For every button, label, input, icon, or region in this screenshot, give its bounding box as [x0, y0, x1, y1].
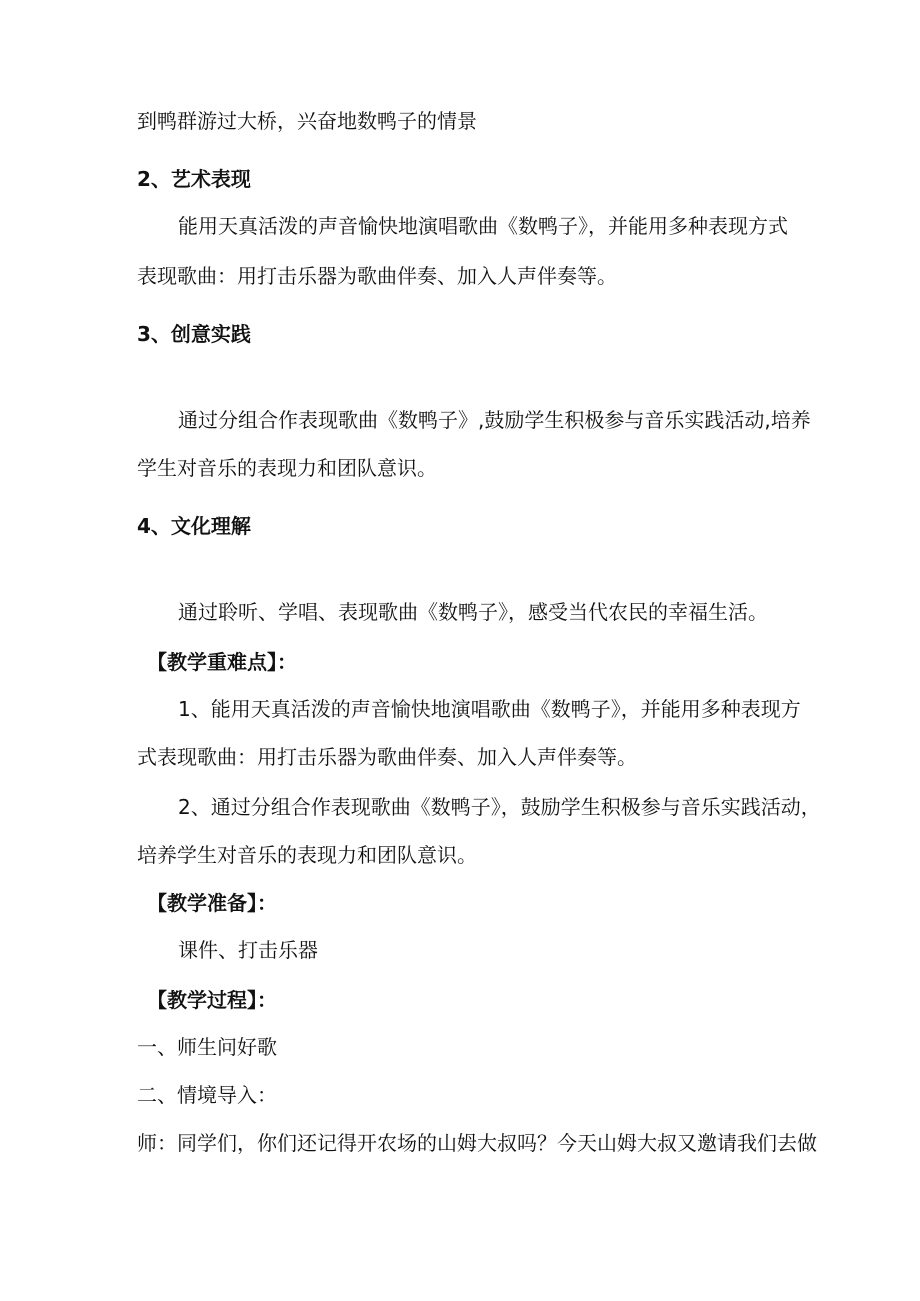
paragraph-line: 通过分组合作表现歌曲《数鸭子》,鼓励学生积极参与音乐实践活动,培养	[178, 408, 811, 432]
paragraph-line: 表现歌曲：用打击乐器为歌曲伴奏、加入人声伴奏等。	[137, 264, 617, 288]
section-heading-process: 【教学过程】：	[147, 988, 277, 1012]
section-heading-preparation: 【教学准备】：	[147, 891, 277, 915]
paragraph-line: 能用天真活泼的声音愉快地演唱歌曲《数鸭子》，并能用多种表现方式	[178, 214, 788, 238]
paragraph-line: 通过聆听、学唱、表现歌曲《数鸭子》，感受当代农民的幸福生活。	[178, 600, 768, 624]
paragraph-line: 一、师生问好歌	[137, 1035, 277, 1059]
paragraph-line: 课件、打击乐器	[178, 938, 318, 962]
paragraph-line: 二、情境导入：	[137, 1083, 277, 1107]
section-heading-creative-practice: 3、创意实践	[137, 322, 251, 346]
paragraph-line: 1、能用天真活泼的声音愉快地演唱歌曲《数鸭子》，并能用多种表现方	[178, 697, 801, 721]
paragraph-line: 式表现歌曲：用打击乐器为歌曲伴奏、加入人声伴奏等。	[137, 745, 637, 769]
paragraph-line: 师：同学们，你们还记得开农场的山姆大叔吗？今天山姆大叔又邀请我们去做	[137, 1131, 817, 1155]
paragraph-line: 培养学生对音乐的表现力和团队意识。	[137, 843, 477, 867]
section-heading-cultural-understanding: 4、文化理解	[137, 514, 251, 538]
paragraph-line: 学生对音乐的表现力和团队意识。	[137, 456, 437, 480]
paragraph-line: 2、通过分组合作表现歌曲《数鸭子》，鼓励学生积极参与音乐实践活动，	[178, 795, 821, 819]
section-heading-artistic-expression: 2、艺术表现	[137, 167, 251, 191]
paragraph-line: 到鸭群游过大桥，兴奋地数鸭子的情景	[137, 109, 477, 133]
section-heading-key-points: 【教学重难点】：	[147, 650, 297, 674]
